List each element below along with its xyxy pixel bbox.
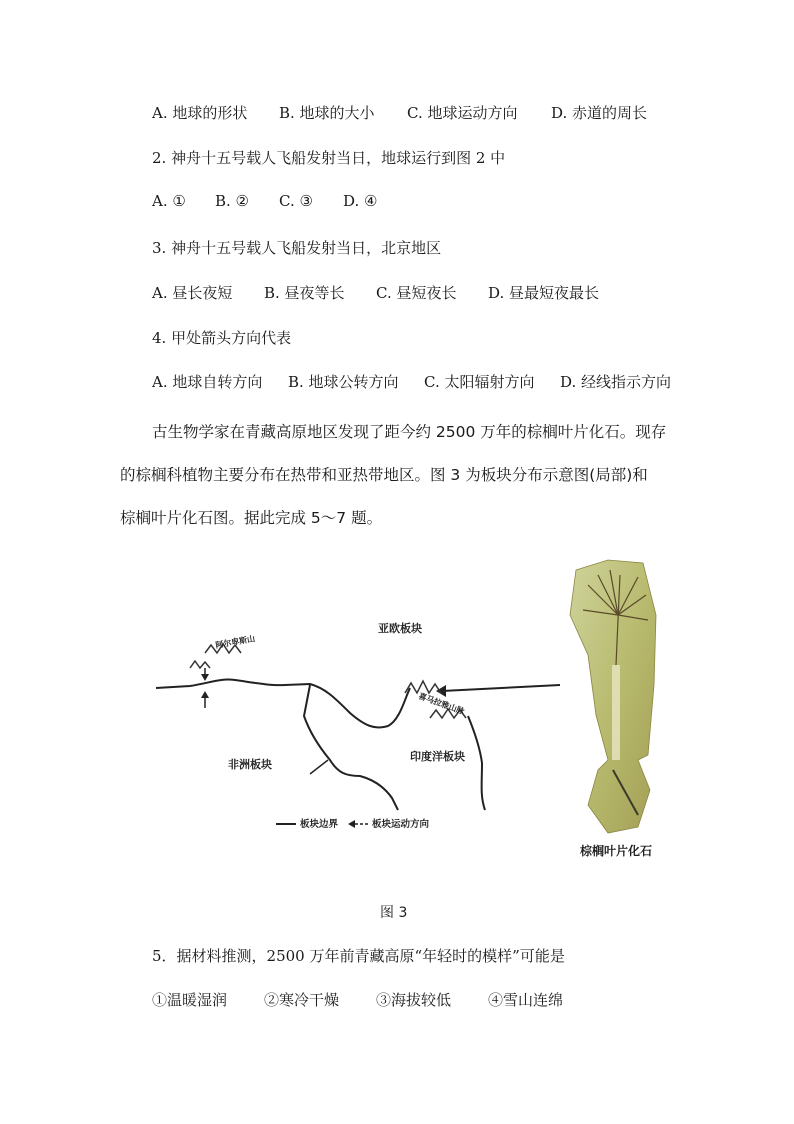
q1-option-d: D. 赤道的周长 (551, 104, 648, 122)
eurasian-plate-label: 亚欧板块 (378, 622, 422, 635)
q5-option-4: ④雪山连绵 (488, 991, 564, 1009)
palm-fossil-image (568, 555, 660, 840)
q5-option-2: ②寒冷干燥 (264, 991, 340, 1009)
plate-map (150, 548, 570, 848)
q4-options (152, 371, 671, 392)
plate-boundary-south (304, 685, 398, 810)
q3-options (152, 282, 599, 303)
plate-boundary-main (156, 680, 410, 728)
q3-option-c: C. 昼短夜长 (376, 284, 457, 302)
passage-line-3: 棕榈叶片化石图。据此完成 5～7 题。 (120, 509, 383, 527)
q2-stem: 2. 神舟十五号载人飞船发射当日，地球运行到图 2 中 (152, 149, 506, 167)
legend-boundary-label: 板块边界 (300, 819, 339, 830)
indian-plate-label: 印度洋板块 (410, 750, 465, 763)
q2-option-d: D. ④ (343, 192, 378, 210)
q3-option-d: D. 昼最短夜最长 (488, 284, 600, 302)
q3-option-a: A. 昼长夜短 (152, 284, 233, 302)
q2-option-c: C. ③ (279, 192, 313, 210)
plate-boundary-east (468, 716, 485, 810)
q1-options (152, 102, 647, 123)
q1-option-c: C. 地球运动方向 (407, 104, 518, 122)
q4-option-b: B. 地球公转方向 (288, 373, 399, 391)
q5-options (152, 989, 563, 1010)
q2-option-b: B. ② (215, 192, 250, 210)
q5-option-1: ①温暖湿润 (152, 991, 228, 1009)
q2-options (152, 192, 377, 210)
q5-stem: 5．据材料推测，2500 万年前青藏高原“年轻时的模样”可能是 (152, 947, 565, 965)
figure-caption: 图 3 (380, 905, 408, 921)
passage-line-1: 古生物学家在青藏高原地区发现了距今约 2500 万年的棕榈叶片化石。现存 (152, 423, 667, 441)
fossil-pointer-line (442, 685, 560, 691)
q1-option-b: B. 地球的大小 (279, 104, 375, 122)
q4-option-a: A. 地球自转方向 (152, 373, 263, 391)
q3-stem: 3. 神舟十五号载人飞船发射当日，北京地区 (152, 239, 442, 257)
alps-label: 阿尔卑斯山 (214, 634, 256, 650)
legend-motion-label: 板块运动方向 (372, 819, 430, 830)
q3-option-b: B. 昼夜等长 (264, 284, 345, 302)
q2-option-a: A. ① (152, 192, 186, 210)
q4-option-d: D. 经线指示方向 (560, 373, 672, 391)
q5-option-3: ③海拔较低 (376, 991, 452, 1009)
african-plate-label: 非洲板块 (228, 758, 272, 771)
q1-option-a: A. 地球的形状 (152, 104, 248, 122)
himalaya-label: 喜马拉雅山脉 (417, 691, 466, 717)
fossil-label: 棕榈叶片化石 (580, 844, 653, 858)
q4-option-c: C. 太阳辐射方向 (424, 373, 535, 391)
passage-line-2: 的棕榈科植物主要分布在热带和亚热带地区。图 3 为板块分布示意图(局部)和 (120, 466, 648, 484)
q4-stem: 4. 甲处箭头方向代表 (152, 329, 292, 347)
